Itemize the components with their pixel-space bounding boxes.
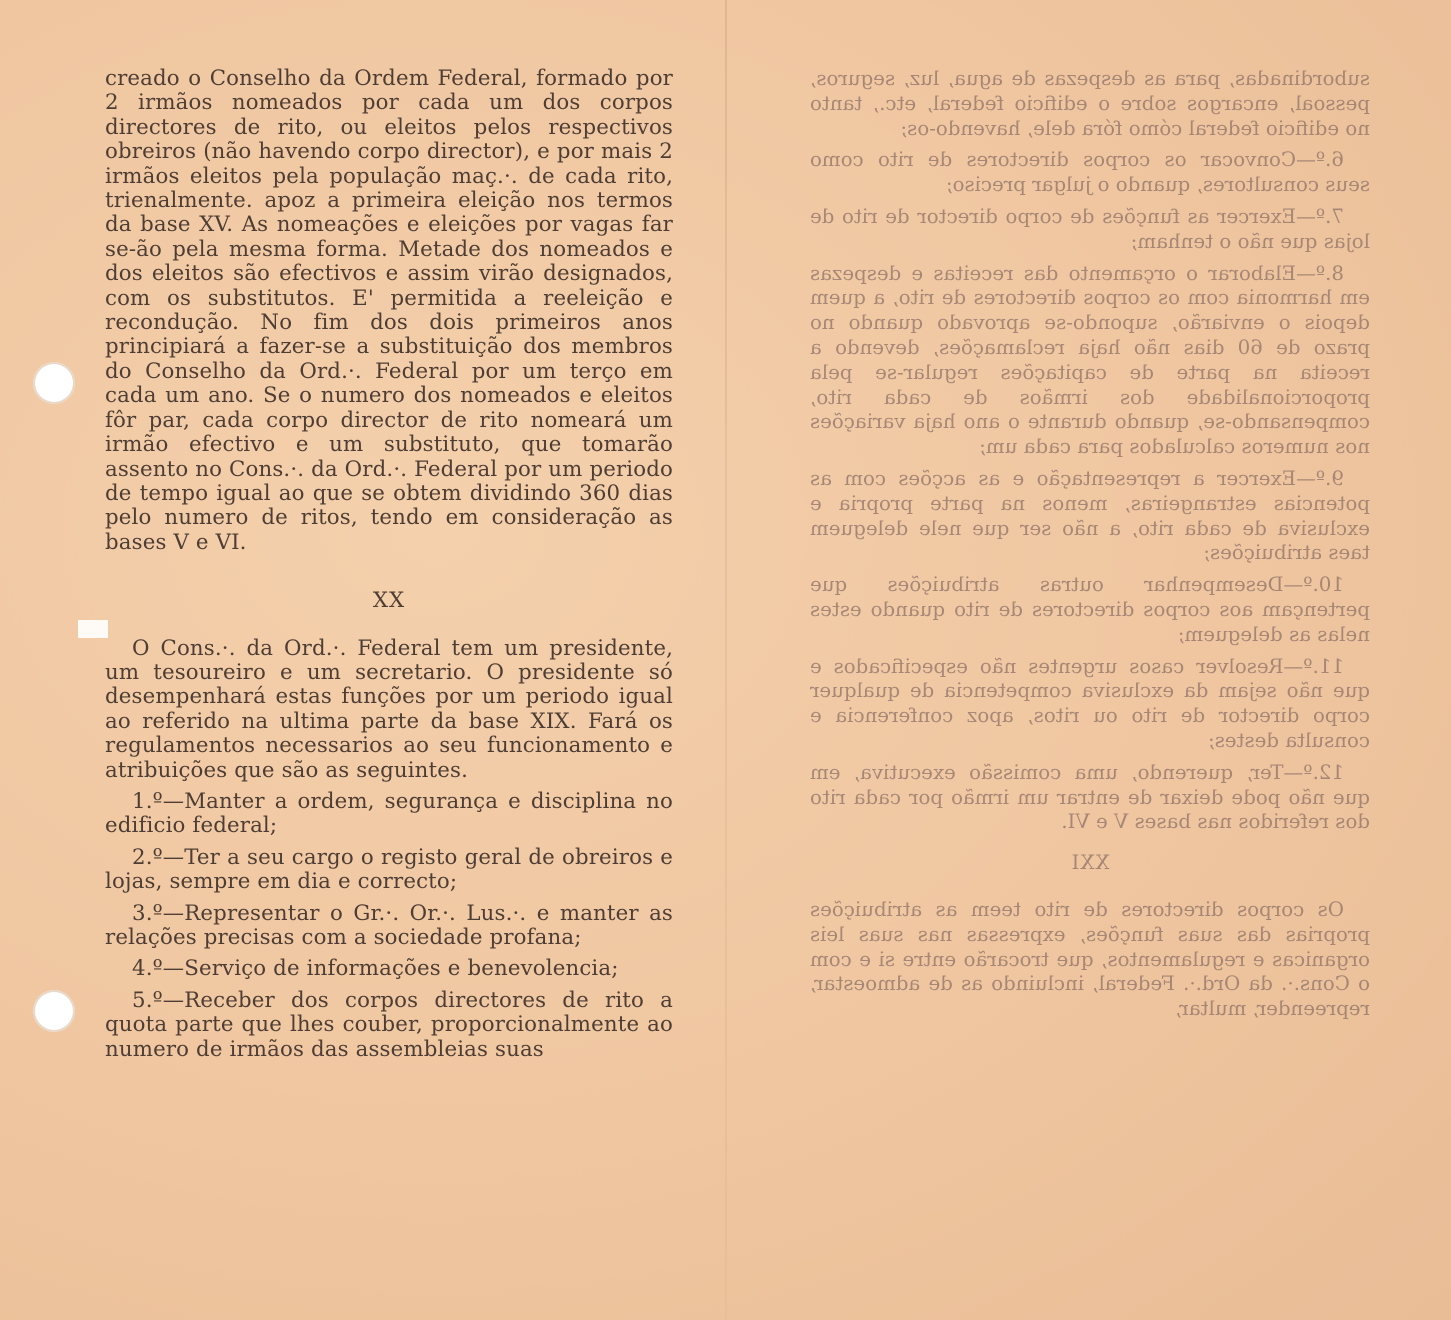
list-item: 3.º—Representar o Gr.·. Or.·. Lus.·. e manter as relações precisas com a sociedade profana; xyxy=(105,900,673,950)
bleed-paragraph: 9.º—Exercer a representação e as acções com as potencias estrangeiras, menos na parte propria e exclusiva de cada rito, a não ser que nele deleguem taes atribuições; xyxy=(810,466,1370,565)
list-item: 5.º—Receber dos corpos directores de rito a quota parte que lhes couber, proporcionalmente ao numero de irmãos das assembleias suas xyxy=(105,987,673,1062)
right-page-bleedthrough xyxy=(810,67,1370,1029)
bleed-paragraph: 12.º—Ter, querendo, uma comissão executiva, em que não pode deixar de entrar um irmão por cada rito dos referidos nas bases V e VI. xyxy=(810,760,1370,834)
list-item: 1.º—Manter a ordem, segurança e disciplina no edificio federal; xyxy=(105,788,673,839)
section-paragraph: O Cons.·. da Ord.·. Federal tem um presidente, um tesoureiro e um secretario. O presidente só desempenhará estas funções por um periodo igual ao referido na ultima parte da base XIX. Fará os regulamentos necessarios ao seu funcionamento e atribuições que são as seguintes. xyxy=(105,635,673,783)
bleed-paragraph: 6.º—Convocar os corpos directores de rito como seus consultores, quando o julgar preciso; xyxy=(810,148,1370,197)
bleed-section-paragraph: Os corpos directores de rito teem as atribuições proprias das suas funções, expressas nas suas leis organicas e regulamentos, que trocarão entre si e com o Cons.·. da Ord.·. Federal, incluindo as de admoestar, repreender, multar, xyxy=(810,897,1370,1021)
section-title-xx: XX xyxy=(372,588,406,614)
bleed-paragraph: 10.º—Desempenhar outras atribuições que pertençam aos corpos directores de rito quando estes nelas as deleguem; xyxy=(810,573,1370,646)
list-item: 2.º—Ter a seu cargo o registo geral de obreiros e lojas, sempre em dia e correcto; xyxy=(105,844,673,895)
tape-scrap xyxy=(78,620,108,638)
left-page xyxy=(105,67,673,1062)
punch-hole-top xyxy=(33,362,75,404)
list-item: 4.º—Serviço de informações e benevolencia; xyxy=(132,956,619,982)
intro-paragraph: creado o Conselho da Ordem Federal, formado por 2 irmãos nomeados por cada um dos corpos directores de rito, ou eleitos pelos respectivos obreiros (não havendo corpo director), e por mais 2 irmãos eleitos pela população maç.·. de cada rito, trienalmente. apoz a primeira eleição nos termos da base XV. As nomeações e eleições por vagas far se-ão pela mesma forma. Metade dos nomeados e dos eleitos são efectivos e assim virão designados, com os substitutos. E' permitida a reeleição e recondução. No fim dos dois primeiros anos principiará a fazer-se a substituição dos membros do Conselho da Ord.·. Federal por um terço em cada um ano. Se o numero dos nomeados e eleitos fôr par, cada corpo director de rito nomeará um irmão efectivo e um substituto, que tomarão assento no Cons.·. da Ord.·. Federal por um periodo de tempo igual ao que se obtem dividindo 360 dias pelo numero de ritos, tendo em consideração as bases V e VI. xyxy=(105,66,673,555)
bleed-section-title-xxi: XXI xyxy=(1070,851,1110,875)
bleed-paragraph: 7.º—Exercer as funções de corpo director de rito de lojas que não o tenham; xyxy=(810,204,1370,253)
punch-hole-bottom xyxy=(33,990,75,1032)
bleed-paragraph: subordinadas, para as despezas de agua, luz, seguros, pessoal, encargos sobre o edificio federal, etc., tanto no edificio federal cómo fóra dele, havendo-os; xyxy=(810,67,1370,140)
bleed-paragraph: 8.º—Elaborar o orçamento das receitas e despezas em harmonia com os corpos directores de rito, a quem depois o enviarão, supondo-se aprovado quando no prazo de 60 dias não haja reclamações, devendo a receita na parte de capitações regular-se pela proporcionalidade dos irmãos de cada rito, compensando-se, quando durante o ano haja variações nos numeros calculados para cada um; xyxy=(810,261,1370,459)
bleed-paragraph: 11.º—Resolver casos urgentes não especificados e que não sejam da exclusiva competencia de qualquer corpo director de rito ou ritos, apoz conferencia e consulta destes; xyxy=(810,654,1370,752)
page-fold xyxy=(725,0,727,1320)
